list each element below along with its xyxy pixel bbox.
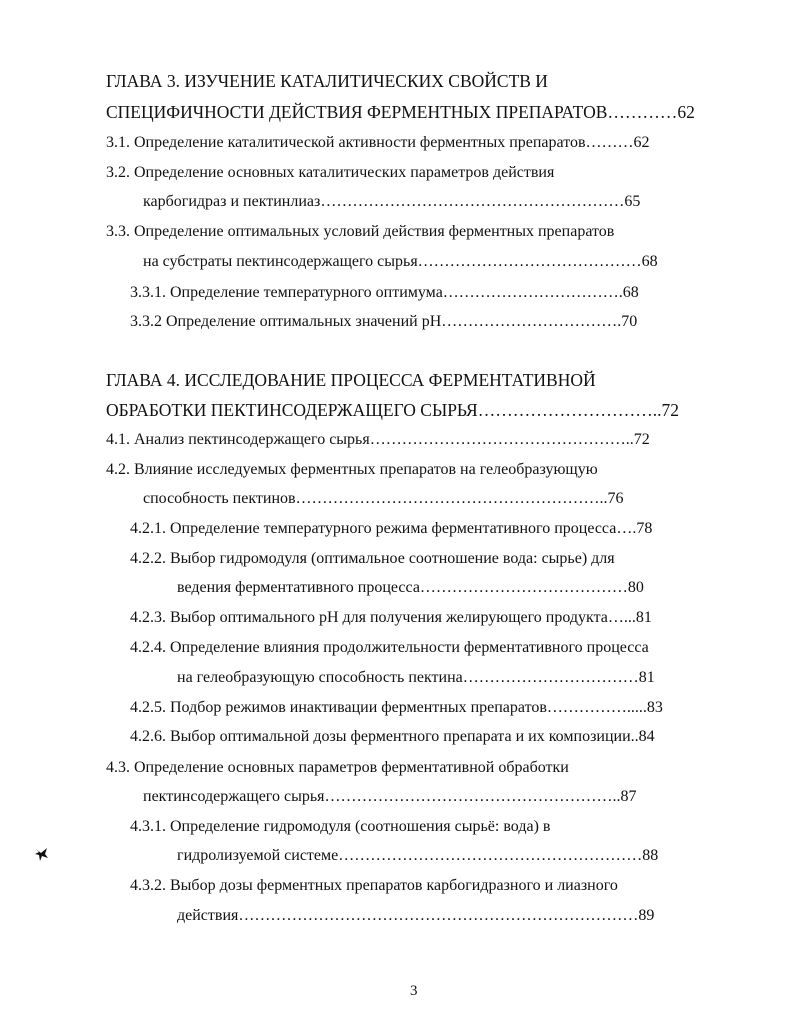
toc-entry-3-3-line-2: на субстраты пектинсодержащего сырья……………………………………68 — [143, 253, 658, 270]
toc-chapter-3-title-line-2: СПЕЦИФИЧНОСТИ ДЕЙСТВИЯ ФЕРМЕНТНЫХ ПРЕПАРАТОВ…………62 — [106, 102, 695, 122]
scan-blot-mark — [34, 846, 50, 862]
page-number: 3 — [410, 983, 418, 999]
toc-entry-4-2-line-2: способность пектинов…………………………………………………..76 — [143, 490, 624, 507]
toc-entry-4-3-1-line-2: гидролизуемой системе…………………………………………………88 — [177, 847, 659, 864]
toc-entry-4-1: 4.1. Анализ пектинсодержащего сырья…………………………………………..72 — [106, 431, 650, 448]
toc-entry-4-3-line-1: 4.3. Определение основных параметров ферментативной обработки — [106, 759, 569, 776]
toc-entry-4-2-2-line-2: ведения ферментативного процесса…………………………………80 — [177, 579, 644, 596]
toc-entry-4-2-2-line-1: 4.2.2. Выбор гидромодуля (оптимальное соотношение вода: сырье) для — [130, 550, 615, 567]
toc-entry-3-2-line-2: карбогидраз и пектинлиаз…………………………………………………65 — [143, 193, 641, 210]
toc-entry-4-3-1-line-1: 4.3.1. Определение гидромодуля (соотношения сырьё: вода) в — [130, 818, 551, 835]
toc-entry-4-2-4-line-1: 4.2.4. Определение влияния продолжительности ферментативного процесса — [130, 639, 649, 656]
toc-chapter-3-title-line-1: ГЛАВА 3. ИЗУЧЕНИЕ КАТАЛИТИЧЕСКИХ СВОЙСТВ И — [106, 71, 548, 91]
toc-entry-3-1: 3.1. Определение каталитической активности ферментных препаратов………62 — [106, 134, 650, 151]
toc-entry-3-2-line-1: 3.2. Определение основных каталитических параметров действия — [106, 164, 555, 181]
toc-entry-3-3-2: 3.3.2 Определение оптимальных значений рН…………………………….70 — [130, 313, 638, 330]
toc-entry-4-2-5: 4.2.5. Подбор режимов инактивации ферментных препаратов…………….....83 — [130, 699, 663, 716]
toc-entry-3-3-1: 3.3.1. Определение температурного оптимума…………………………….68 — [130, 284, 639, 301]
toc-entry-4-3-2-line-1: 4.3.2. Выбор дозы ферментных препаратов карбогидразного и лиазного — [130, 877, 618, 894]
toc-entry-3-3-line-1: 3.3. Определение оптимальных условий действия ферментных препаратов — [106, 223, 615, 240]
toc-entry-4-2-3: 4.2.3. Выбор оптимального рН для получения желирующего продукта…...81 — [130, 609, 652, 626]
toc-entry-4-2-6: 4.2.6. Выбор оптимальной дозы ферментного препарата и их композиции..84 — [130, 728, 655, 745]
toc-entry-4-2-1: 4.2.1. Определение температурного режима ферментативного процесса….78 — [130, 520, 653, 537]
toc-entry-4-2-line-1: 4.2. Влияние исследуемых ферментных препаратов на гелеобразующую — [106, 461, 598, 478]
toc-chapter-4-title-line-2: ОБРАБОТКИ ПЕКТИНСОДЕРЖАЩЕГО СЫРЬЯ…………………………..72 — [106, 400, 679, 420]
toc-entry-4-3-2-line-2: действия…………………………………………………………………89 — [177, 907, 655, 924]
toc-chapter-4-title-line-1: ГЛАВА 4. ИССЛЕДОВАНИЕ ПРОЦЕССА ФЕРМЕНТАТИВНОЙ — [106, 370, 596, 390]
toc-entry-4-2-4-line-2: на гелеобразующую способность пектина……………………………81 — [177, 669, 655, 686]
toc-entry-4-3-line-2: пектинсодержащего сырья………………………………………………..87 — [143, 788, 637, 805]
